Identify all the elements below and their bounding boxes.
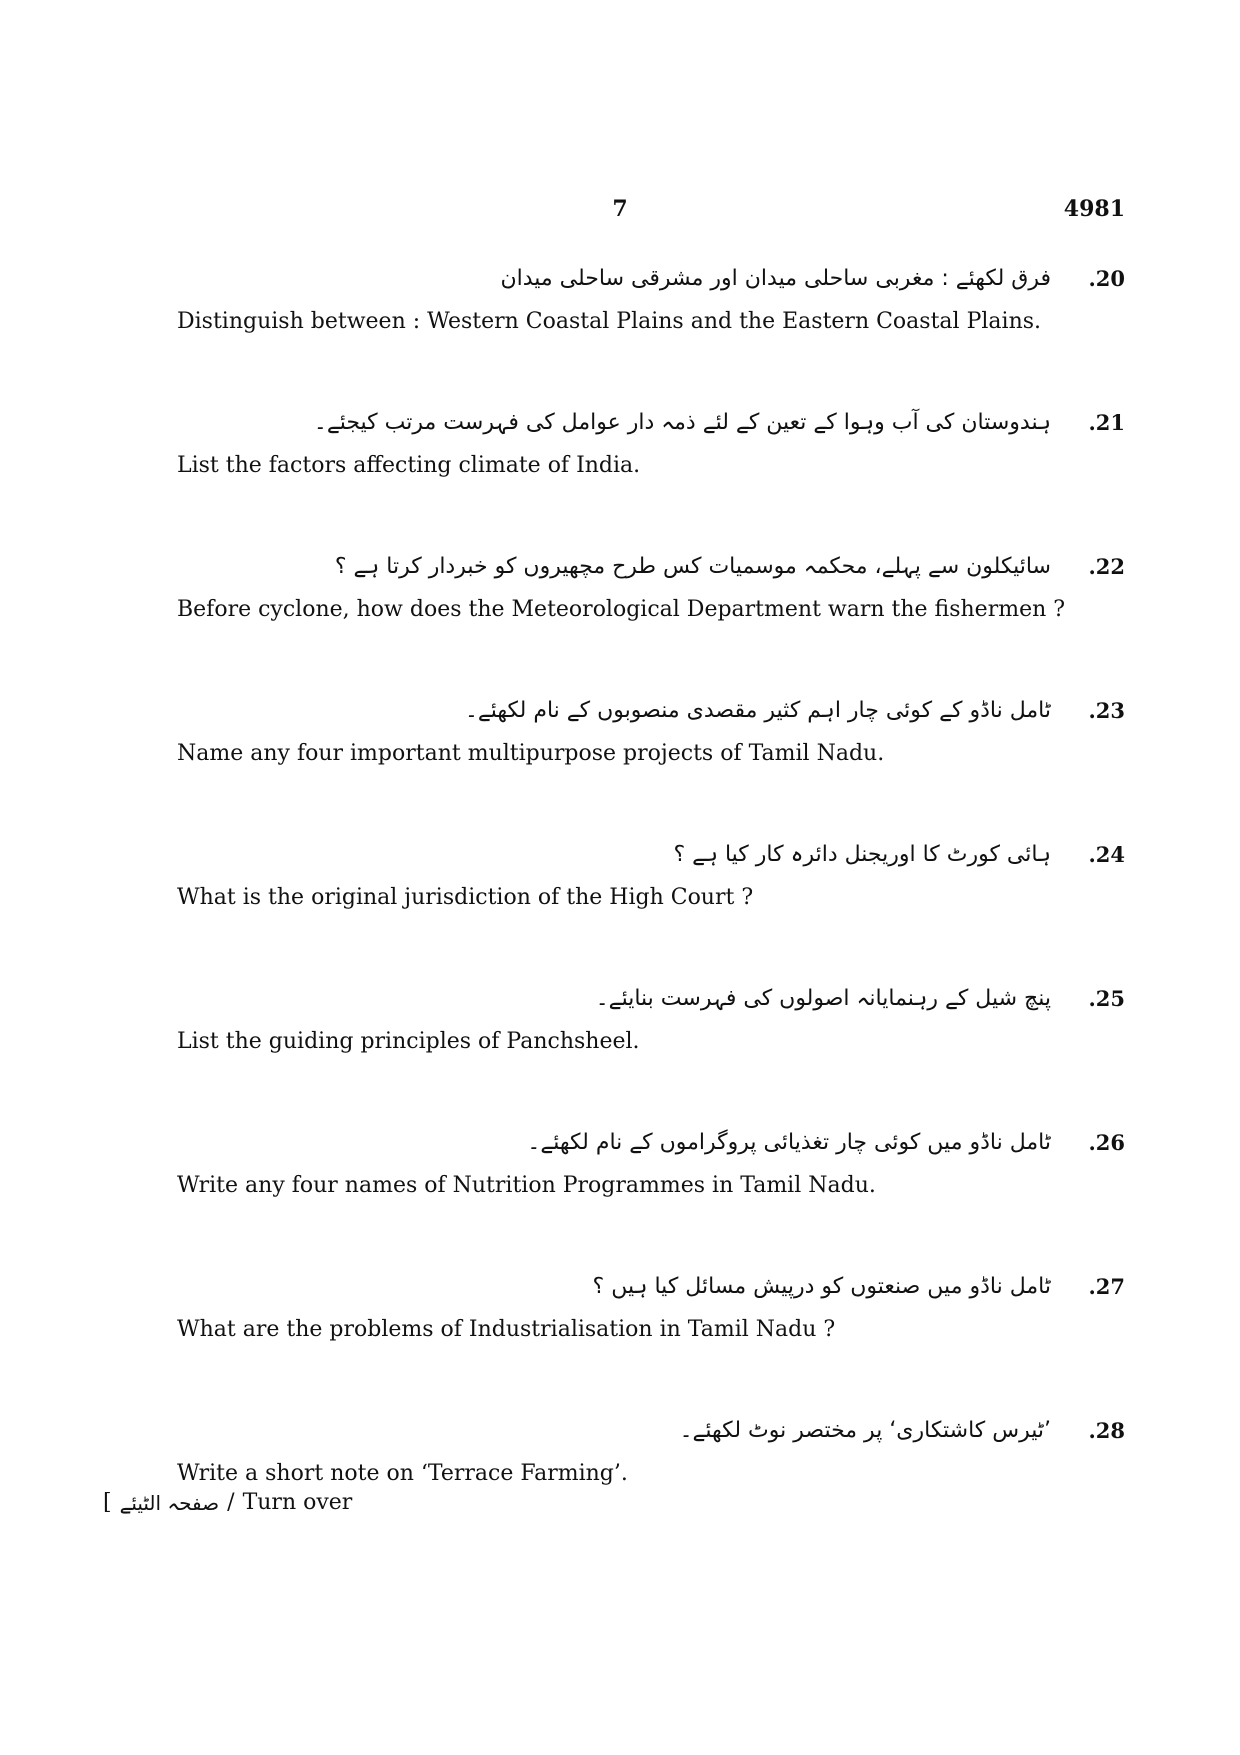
footer-bracket: [ [103,1490,112,1515]
question-text-urdu: ہائی کورٹ کا اوریجنل دائرہ کار کیا ہے ؟ [673,841,1051,867]
question-number: .28 [1088,1417,1125,1443]
question-number: .25 [1088,985,1125,1011]
footer-separator: / [227,1490,235,1515]
question-number: .21 [1088,409,1125,435]
question-text-urdu: ٹامل ناڈو میں کوئی چار تغذیائی پروگراموں کے نام لکھئے۔ [527,1129,1051,1155]
footer-urdu-turn-over: صفحہ الٹیئے [119,1490,220,1515]
question-text-urdu: پنچ شیل کے رہنمایانہ اصولوں کی فہرست بنایئے۔ [595,985,1051,1011]
question-text-english: List the guiding principles of Panchsheel. [177,1029,640,1054]
question-text-english: Name any four important multipurpose projects of Tamil Nadu. [177,741,885,766]
question-number: .23 [1088,697,1125,723]
question-text-english: Distinguish between : Western Coastal Plains and the Eastern Coastal Plains. [177,309,1042,334]
question-text-urdu: ٹامل ناڈو میں صنعتوں کو درپیش مسائل کیا ہیں ؟ [592,1273,1051,1299]
question-text-urdu: ٹامل ناڈو کے کوئی چار اہم کثیر مقصدی منصوبوں کے نام لکھئے۔ [464,697,1051,723]
paper-code: 4981 [1063,196,1125,222]
question-text-english: List the factors affecting climate of India. [177,453,641,478]
question-text-english: Before cyclone, how does the Meteorological Department warn the fishermen ? [177,597,1066,622]
question-text-english: What is the original jurisdiction of the High Court ? [177,885,754,910]
question-text-english: Write any four names of Nutrition Programmes in Tamil Nadu. [177,1173,876,1198]
footer-turn-over: Turn over [242,1490,353,1515]
question-number: .24 [1088,841,1125,867]
question-number: .26 [1088,1129,1125,1155]
question-text-urdu: سائیکلون سے پہلے، محکمہ موسمیات کس طرح مچھیروں کو خبردار کرتا ہے ؟ [334,553,1051,579]
question-text-english: What are the problems of Industrialisation in Tamil Nadu ? [177,1317,836,1342]
question-text-urdu: ہندوستان کی آب وہوا کے تعین کے لئے ذمہ دار عوامل کی فہرست مرتب کیجئے۔ [313,409,1051,435]
turn-over-footer [103,1490,352,1515]
question-text-english: Write a short note on ‘Terrace Farming’. [177,1461,628,1486]
question-number: .22 [1088,553,1125,579]
question-number: .20 [1088,265,1125,291]
page-number: 7 [612,196,628,222]
question-text-urdu: ’ٹیرس کاشتکاری‘ پر مختصر نوٹ لکھئے۔ [679,1417,1051,1443]
question-number: .27 [1088,1273,1125,1299]
question-text-urdu: فرق لکھئے : مغربی ساحلی میدان اور مشرقی ساحلی میدان [500,265,1051,291]
